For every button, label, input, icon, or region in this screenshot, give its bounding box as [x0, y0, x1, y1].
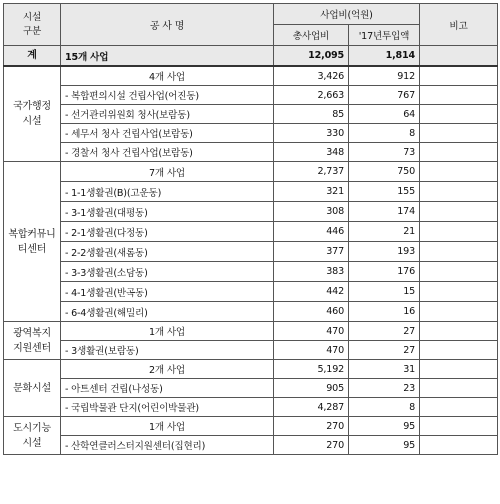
project-budget-table: [3, 3, 498, 455]
note-cell: [420, 436, 498, 455]
group-category: [4, 417, 61, 455]
group-subtotal-note: [420, 66, 498, 86]
group-subtotal-row: [4, 360, 498, 379]
group-category: [4, 360, 61, 417]
group-subtotal-note: [420, 417, 498, 436]
table-row: [4, 242, 498, 262]
project-name-cell: - 복합편의시설 건립사업(어진동): [61, 86, 274, 105]
table-row: [4, 105, 498, 124]
table-header: [4, 4, 498, 46]
group-subtotal-total-cost: 270: [274, 417, 349, 436]
year-budget-cell: 8: [349, 124, 420, 143]
table-row: [4, 222, 498, 242]
group-subtotal-total-cost: 470: [274, 322, 349, 341]
group-subtotal-name: 1개 사업: [61, 417, 274, 436]
group-subtotal-year-budget: 27: [349, 322, 420, 341]
project-name-cell: - 경찰서 청사 건립사업(보람동): [61, 143, 274, 162]
year-budget-cell: 23: [349, 379, 420, 398]
group-category: [4, 66, 61, 162]
total-cost-cell: 446: [274, 222, 349, 242]
table-row: [4, 341, 498, 360]
group-subtotal-total-cost: 2,737: [274, 162, 349, 182]
note-cell: [420, 398, 498, 417]
group-subtotal-year-budget: 31: [349, 360, 420, 379]
project-name-cell: - 선거관리위원회 청사(보람동): [61, 105, 274, 124]
note-cell: [420, 124, 498, 143]
table-row: [4, 86, 498, 105]
note-cell: [420, 262, 498, 282]
note-cell: [420, 379, 498, 398]
year-budget-cell: 193: [349, 242, 420, 262]
note-cell: [420, 302, 498, 322]
note-cell: [420, 222, 498, 242]
group-subtotal-name: 1개 사업: [61, 322, 274, 341]
year-budget-cell: 16: [349, 302, 420, 322]
project-name-cell: - 4-1생활권(반곡동): [61, 282, 274, 302]
year-budget-cell: 15: [349, 282, 420, 302]
group-subtotal-name: 7개 사업: [61, 162, 274, 182]
table-row: [4, 143, 498, 162]
header-year-budget: '17년투입액: [349, 25, 420, 46]
table-row: [4, 379, 498, 398]
header-category: [4, 4, 61, 46]
group-subtotal-year-budget: 912: [349, 66, 420, 86]
total-year-budget: 1,814: [349, 46, 420, 67]
group-subtotal-row: [4, 417, 498, 436]
group-subtotal-year-budget: 95: [349, 417, 420, 436]
year-budget-cell: 21: [349, 222, 420, 242]
group-subtotal-year-budget: 750: [349, 162, 420, 182]
total-cost-cell: 4,287: [274, 398, 349, 417]
group-subtotal-name: 4개 사업: [61, 66, 274, 86]
group-subtotal-note: [420, 360, 498, 379]
table-row: [4, 282, 498, 302]
project-name-cell: - 세무서 청사 건립사업(보람동): [61, 124, 274, 143]
note-cell: [420, 86, 498, 105]
total-cost-cell: 270: [274, 436, 349, 455]
header-total-cost: 총사업비: [274, 25, 349, 46]
year-budget-cell: 27: [349, 341, 420, 360]
year-budget-cell: 767: [349, 86, 420, 105]
header-category-text: 시설 구분: [22, 11, 42, 37]
group-subtotal-row: [4, 162, 498, 182]
project-name-cell: - 6-4생활권(해밀리): [61, 302, 274, 322]
table-row: [4, 182, 498, 202]
total-cost-cell: 442: [274, 282, 349, 302]
year-budget-cell: 73: [349, 143, 420, 162]
total-name: 15개 사업: [61, 46, 274, 67]
group-category: [4, 322, 61, 360]
group-category-text: 복합커뮤니 티센터: [8, 228, 56, 255]
project-name-cell: - 3-3생활권(소담동): [61, 262, 274, 282]
total-cost-cell: 348: [274, 143, 349, 162]
note-cell: [420, 202, 498, 222]
group-subtotal-row: [4, 66, 498, 86]
year-budget-cell: 174: [349, 202, 420, 222]
group-subtotal-total-cost: 5,192: [274, 360, 349, 379]
group-category-text: 문화시설: [13, 382, 51, 394]
table-row: [4, 262, 498, 282]
project-name-cell: - 국립박물관 단지(어린이박물관): [61, 398, 274, 417]
project-name-cell: - 3생활권(보람동): [61, 341, 274, 360]
year-budget-cell: 176: [349, 262, 420, 282]
total-row: [4, 46, 498, 67]
group-category-text: 광역복지 지원센터: [13, 327, 51, 354]
group-subtotal-total-cost: 3,426: [274, 66, 349, 86]
table-row: [4, 398, 498, 417]
total-cost-cell: 905: [274, 379, 349, 398]
total-label: 계: [4, 46, 61, 67]
table-row: [4, 202, 498, 222]
total-cost-cell: 330: [274, 124, 349, 143]
note-cell: [420, 282, 498, 302]
total-cost-cell: 2,663: [274, 86, 349, 105]
project-name-cell: - 산학연클러스터지원센터(집현리): [61, 436, 274, 455]
note-cell: [420, 242, 498, 262]
total-cost-cell: 321: [274, 182, 349, 202]
header-note: 비고: [420, 4, 498, 46]
header-budget: 사업비(억원): [274, 4, 420, 25]
year-budget-cell: 8: [349, 398, 420, 417]
note-cell: [420, 182, 498, 202]
year-budget-cell: 155: [349, 182, 420, 202]
table-body: [4, 46, 498, 455]
group-subtotal-name: 2개 사업: [61, 360, 274, 379]
total-cost-cell: 308: [274, 202, 349, 222]
year-budget-cell: 64: [349, 105, 420, 124]
group-category: [4, 162, 61, 322]
note-cell: [420, 105, 498, 124]
table-row: [4, 436, 498, 455]
project-name-cell: - 2-2생활권(새롬동): [61, 242, 274, 262]
total-cost-cell: 460: [274, 302, 349, 322]
total-cost-cell: 470: [274, 341, 349, 360]
header-project-name: 공 사 명: [61, 4, 274, 46]
total-note: [420, 46, 498, 67]
group-subtotal-note: [420, 162, 498, 182]
group-category-text: 도시기능 시설: [13, 422, 51, 449]
total-cost-cell: 377: [274, 242, 349, 262]
table-row: [4, 124, 498, 143]
project-name-cell: - 3-1생활권(대평동): [61, 202, 274, 222]
table-row: [4, 302, 498, 322]
group-subtotal-note: [420, 322, 498, 341]
group-subtotal-row: [4, 322, 498, 341]
group-category-text: 국가행정 시설: [13, 101, 51, 127]
note-cell: [420, 143, 498, 162]
note-cell: [420, 341, 498, 360]
total-cost-cell: 85: [274, 105, 349, 124]
project-name-cell: - 1-1생활권(B)(고운동): [61, 182, 274, 202]
total-total-cost: 12,095: [274, 46, 349, 67]
total-cost-cell: 383: [274, 262, 349, 282]
project-name-cell: - 2-1생활권(다정동): [61, 222, 274, 242]
year-budget-cell: 95: [349, 436, 420, 455]
project-name-cell: - 아트센터 건립(나성동): [61, 379, 274, 398]
